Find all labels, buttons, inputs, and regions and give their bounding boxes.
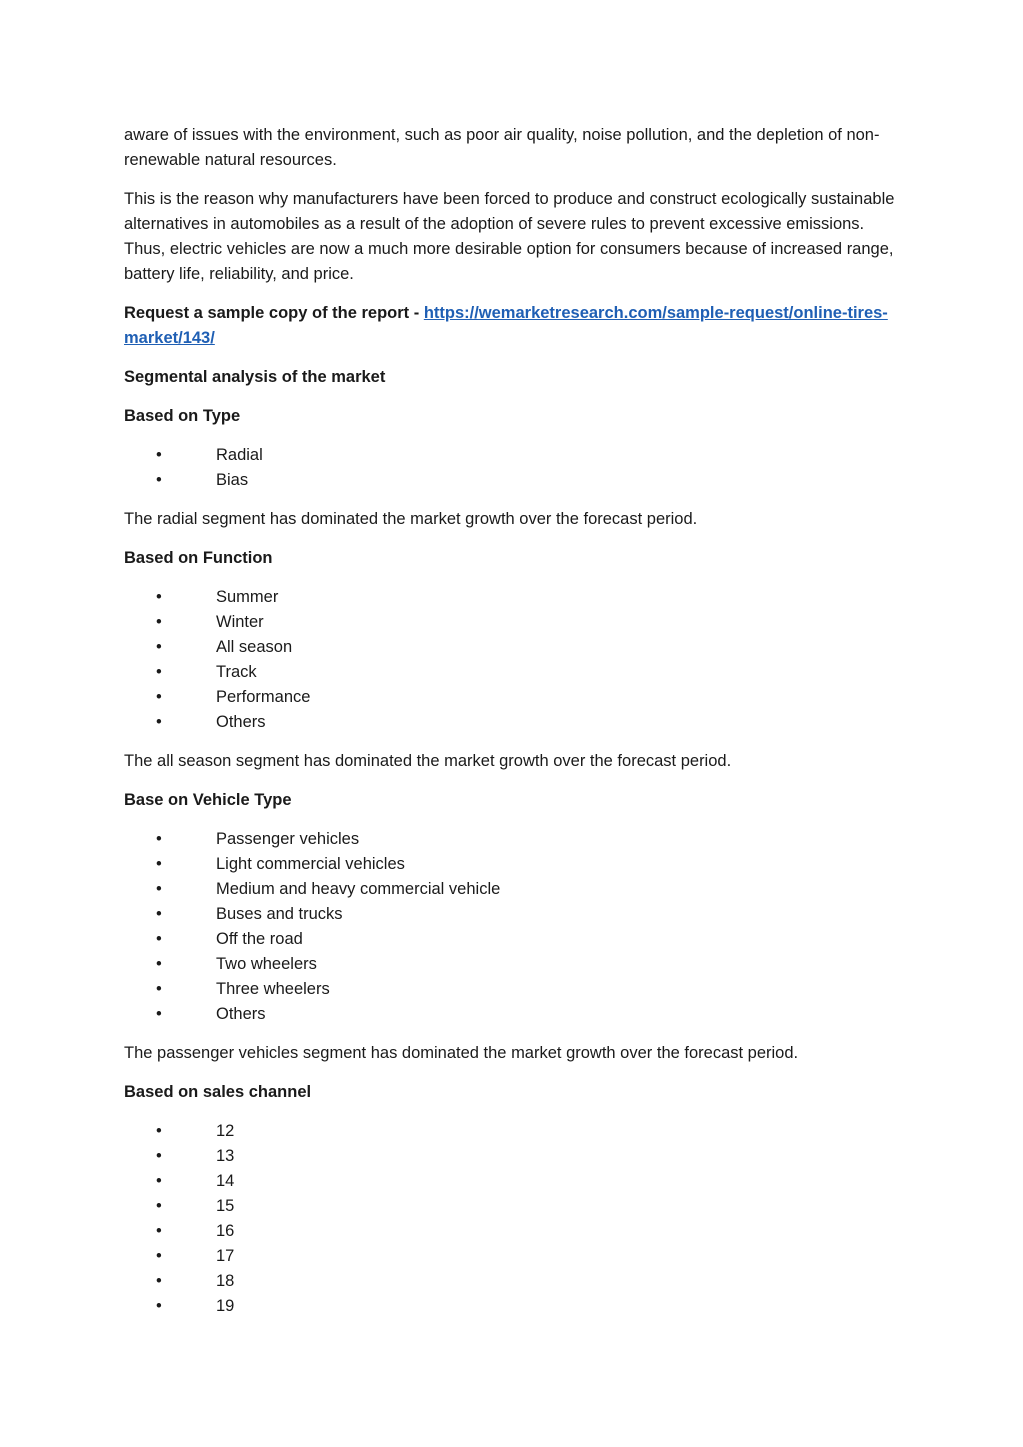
bullet-icon: •	[156, 1197, 162, 1215]
type-heading: Based on Type	[124, 407, 241, 425]
document-page	[124, 123, 904, 1333]
list-item	[124, 710, 904, 735]
list-item-label: 18	[216, 1272, 235, 1290]
bullet-icon: •	[156, 905, 162, 923]
bullet-icon: •	[156, 638, 162, 656]
list-item	[124, 1169, 904, 1194]
list-item-label: 16	[216, 1222, 235, 1240]
list-item-label: 12	[216, 1122, 235, 1140]
list-item	[124, 827, 904, 852]
list-item-label: Winter	[216, 613, 264, 631]
bullet-icon: •	[156, 663, 162, 681]
list-item	[124, 977, 904, 1002]
list-item	[124, 1294, 904, 1319]
list-item	[124, 635, 904, 660]
reason-paragraph: This is the reason why manufacturers have been forced to produce and construct ecologically sustainable alternatives in automobiles as a result of the adoption of severe rules to prevent excessive emissions. Thus, electric vehicles are now a much more desirable option for consumers because of increased range, battery life, reliability, and price.	[124, 190, 895, 283]
list-item	[124, 1244, 904, 1269]
list-item	[124, 610, 904, 635]
type-summary: The radial segment has dominated the market growth over the forecast period.	[124, 510, 698, 528]
vehicle-summary: The passenger vehicles segment has dominated the market growth over the forecast period.	[124, 1044, 799, 1062]
list-item-label: All season	[216, 638, 293, 656]
list-item-label: 14	[216, 1172, 235, 1190]
bullet-icon: •	[156, 980, 162, 998]
bullet-icon: •	[156, 613, 162, 631]
function-list	[124, 585, 904, 735]
bullet-icon: •	[156, 1272, 162, 1290]
bullet-icon: •	[156, 1122, 162, 1140]
list-item-label: Others	[216, 1005, 266, 1023]
list-item-label: Track	[216, 663, 257, 681]
list-item	[124, 1119, 904, 1144]
bullet-icon: •	[156, 471, 162, 489]
bullet-icon: •	[156, 713, 162, 731]
bullet-icon: •	[156, 588, 162, 606]
list-item	[124, 685, 904, 710]
list-item	[124, 1194, 904, 1219]
type-list	[124, 443, 904, 493]
list-item	[124, 927, 904, 952]
function-heading: Based on Function	[124, 549, 273, 567]
list-item	[124, 443, 904, 468]
bullet-icon: •	[156, 1147, 162, 1165]
list-item-label: 19	[216, 1297, 235, 1315]
list-item	[124, 852, 904, 877]
bullet-icon: •	[156, 688, 162, 706]
bullet-icon: •	[156, 955, 162, 973]
list-item-label: 15	[216, 1197, 235, 1215]
list-item	[124, 877, 904, 902]
list-item-label: 17	[216, 1247, 235, 1265]
sample-request-link[interactable]: https://wemarketresearch.com/sample-request/online-tires-market/143/	[124, 304, 888, 347]
intro-paragraph: aware of issues with the environment, such as poor air quality, noise pollution, and the depletion of non-renewable natural resources.	[124, 126, 880, 169]
list-item-label: Light commercial vehicles	[216, 855, 405, 873]
list-item-label: 13	[216, 1147, 235, 1165]
list-item	[124, 468, 904, 493]
bullet-icon: •	[156, 1247, 162, 1265]
list-item-label: Summer	[216, 588, 279, 606]
bullet-icon: •	[156, 1172, 162, 1190]
segmental-heading: Segmental analysis of the market	[124, 368, 386, 386]
bullet-icon: •	[156, 930, 162, 948]
list-item	[124, 1219, 904, 1244]
vehicle-heading: Base on Vehicle Type	[124, 791, 292, 809]
list-item-label: Three wheelers	[216, 980, 330, 998]
bullet-icon: •	[156, 830, 162, 848]
bullet-icon: •	[156, 1297, 162, 1315]
bullet-icon: •	[156, 1222, 162, 1240]
sample-request-label: Request a sample copy of the report -	[124, 304, 424, 322]
list-item	[124, 1144, 904, 1169]
list-item	[124, 1269, 904, 1294]
list-item	[124, 902, 904, 927]
bullet-icon: •	[156, 880, 162, 898]
list-item	[124, 952, 904, 977]
list-item-label: Off the road	[216, 930, 303, 948]
list-item	[124, 585, 904, 610]
sample-request-line	[124, 301, 904, 351]
list-item	[124, 1002, 904, 1027]
list-item	[124, 660, 904, 685]
list-item-label: Passenger vehicles	[216, 830, 360, 848]
bullet-icon: •	[156, 446, 162, 464]
list-item-label: Medium and heavy commercial vehicle	[216, 880, 501, 898]
list-item-label: Two wheelers	[216, 955, 317, 973]
list-item-label: Bias	[216, 471, 249, 489]
vehicle-list	[124, 827, 904, 1027]
bullet-icon: •	[156, 855, 162, 873]
bullet-icon: •	[156, 1005, 162, 1023]
sales-list	[124, 1119, 904, 1319]
sales-heading: Based on sales channel	[124, 1083, 312, 1101]
list-item-label: Radial	[216, 446, 263, 464]
function-summary: The all season segment has dominated the market growth over the forecast period.	[124, 752, 732, 770]
list-item-label: Performance	[216, 688, 311, 706]
list-item-label: Others	[216, 713, 266, 731]
list-item-label: Buses and trucks	[216, 905, 343, 923]
